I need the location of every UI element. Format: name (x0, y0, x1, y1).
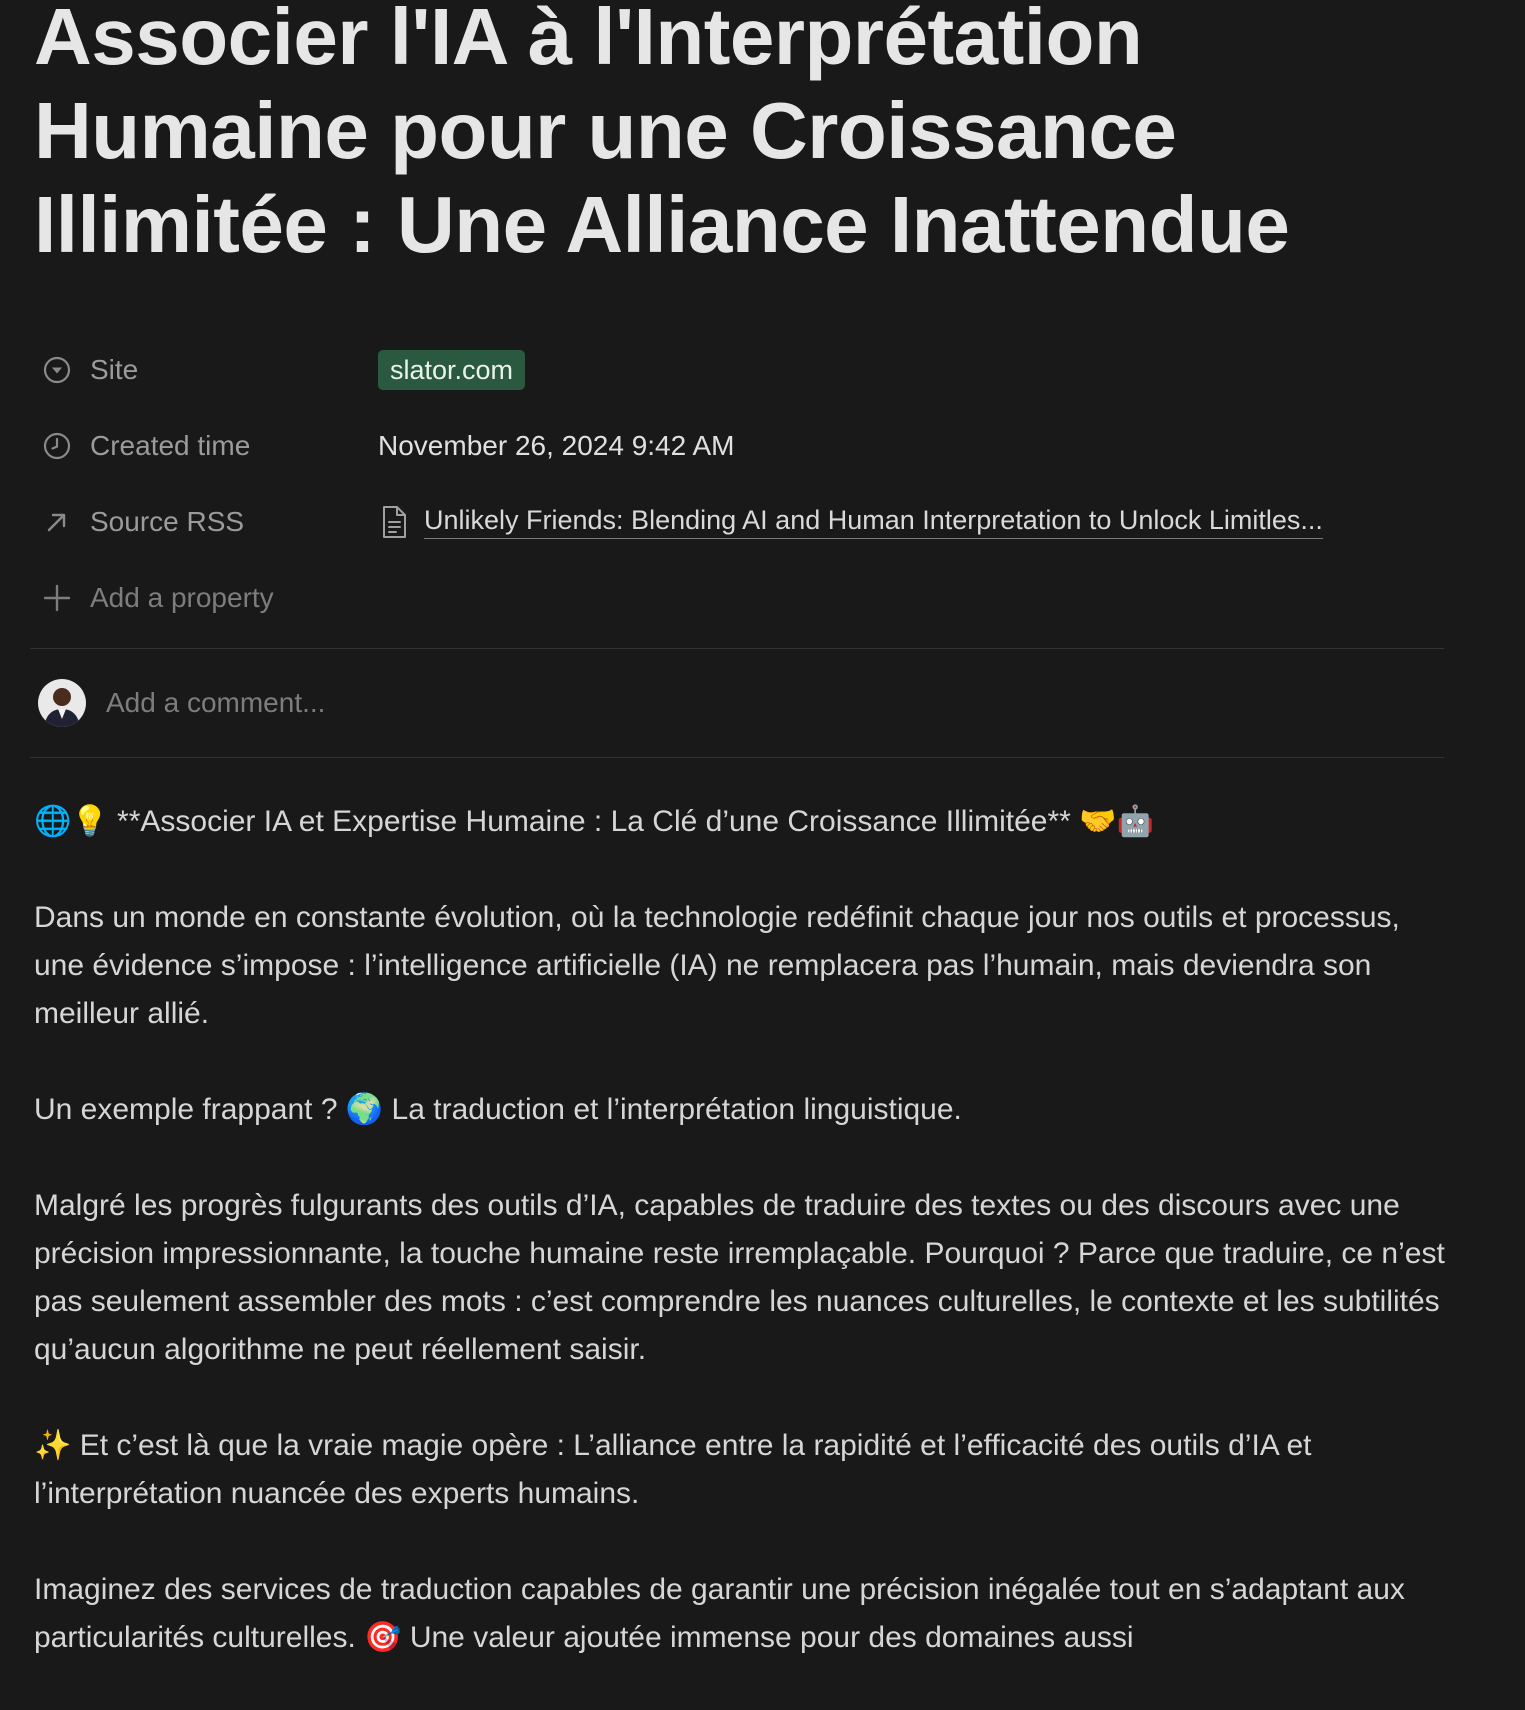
property-source-rss-name[interactable] (34, 506, 378, 538)
paragraph-6[interactable]: Imaginez des services de traduction capables de garantir une précision inégalée tout en s’adaptant aux particularités culturelles. 🎯 Une valeur ajoutée immense pour des domaines aussi (34, 1573, 1405, 1654)
avatar (38, 679, 86, 727)
property-created-time-name[interactable] (34, 430, 378, 462)
source-rss-link[interactable]: Unlikely Friends: Blending AI and Human Interpretation to Unlock Limitles... (424, 505, 1323, 539)
divider-bottom (30, 757, 1444, 758)
paragraph-2[interactable]: Dans un monde en constante évolution, où la technologie redéfinit chaque jour nos outils et processus, une évidence s’impose : l’intelligence artificielle (IA) ne remplacera pas l’humain, mais deviendra son meilleur allié. (34, 901, 1400, 1030)
paragraph-1[interactable]: 🌐💡 **Associer IA et Expertise Humaine : La Clé d’une Croissance Illimitée** 🤝🤖 (34, 805, 1154, 838)
created-time-text: November 26, 2024 9:42 AM (378, 430, 735, 461)
property-created-time (34, 408, 1446, 484)
site-tag[interactable]: slator.com (378, 350, 525, 390)
document-icon (378, 504, 410, 540)
properties-panel (34, 332, 1446, 636)
paragraph-3[interactable]: Un exemple frappant ? 🌍 La traduction et l’interprétation linguistique. (34, 1093, 962, 1126)
plus-icon (42, 583, 72, 613)
property-source-rss (34, 484, 1446, 560)
property-site-label: Site (90, 354, 139, 385)
property-site-name[interactable] (34, 354, 378, 386)
property-source-rss-label: Source RSS (90, 506, 245, 537)
page-content (34, 798, 1446, 1662)
chevron-circle-down-icon (42, 355, 72, 385)
clock-icon (42, 431, 72, 461)
paragraph-5[interactable]: ✨ Et c’est là que la vraie magie opère : L’alliance entre la rapidité et l’efficacité des outils d’IA et l’interprétation nuancée des experts humains. (34, 1429, 1312, 1510)
add-property-button[interactable] (34, 582, 274, 614)
property-source-rss-value[interactable] (378, 504, 1446, 540)
property-created-time-label: Created time (90, 430, 251, 461)
property-created-time-value (378, 430, 1446, 462)
add-property-label: Add a property (90, 582, 274, 613)
paragraph-4[interactable]: Malgré les progrès fulgurants des outils d’IA, capables de traduire des textes ou des discours avec une précision impressionnante, la touche humaine reste irremplaçable. Pourquoi ? Parce que traduire, ce n’est pas seulement assembler des mots : c’est comprendre les nuances culturelles, le contexte et les subtilités qu’aucun algorithme ne peut réellement saisir. (34, 1189, 1445, 1366)
comment-input[interactable] (104, 686, 1008, 720)
property-site-value[interactable] (378, 350, 1446, 390)
comment-row (34, 649, 1446, 757)
arrow-up-right-icon (42, 507, 72, 537)
property-site (34, 332, 1446, 408)
notion-page (34, 0, 1446, 1710)
page-title[interactable]: Associer l'IA à l'Interprétation Humaine pour une Croissance Illimitée : Une Alliance Inattendue (34, 0, 1290, 269)
add-property-row[interactable] (34, 560, 1446, 636)
